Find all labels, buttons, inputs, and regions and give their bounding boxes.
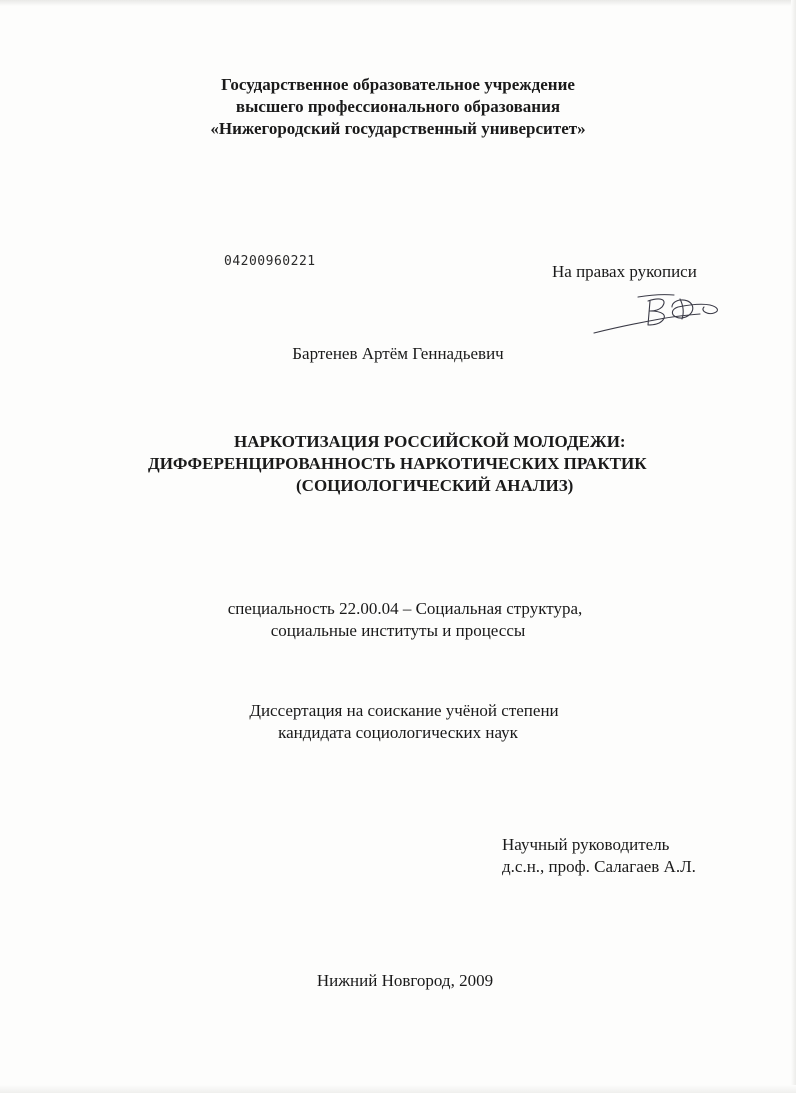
supervisor-name: д.с.н., проф. Салагаев А.Л. (502, 857, 696, 876)
place-and-year: Нижний Новгород, 2009 (316, 971, 494, 990)
institution-line-3: «Нижегородский государственный университет» (210, 119, 586, 138)
scan-edge-right (791, 0, 796, 1093)
institution-line-1: Государственное образовательное учреждение (221, 75, 575, 94)
rights-label: На правах рукописи (552, 262, 697, 281)
degree-block (0, 700, 796, 744)
title-line-1: НАРКОТИЗАЦИЯ РОССИЙСКОЙ МОЛОДЕЖИ: (234, 432, 626, 451)
scan-edge-bottom (0, 1085, 796, 1093)
institution-line-2: высшего профессионального образования (235, 97, 561, 116)
degree-line-2: кандидата социологических наук (278, 723, 518, 742)
supervisor-block (502, 834, 696, 878)
handwritten-signature (588, 285, 728, 341)
supervisor-label: Научный руководитель (502, 835, 670, 854)
scan-edge-top (0, 0, 796, 6)
specialty-block (0, 598, 796, 642)
title-line-2: ДИФФЕРЕНЦИРОВАННОСТЬ НАРКОТИЧЕСКИХ ПРАКТИК (148, 454, 647, 473)
degree-line-1: Диссертация на соискание учёной степени (249, 701, 559, 720)
institution-header (0, 74, 796, 140)
specialty-line-1: специальность 22.00.04 – Социальная структура, (227, 599, 583, 618)
registration-number: 04200960221 (224, 254, 316, 269)
author-name: Бартенев Артём Геннадьевич (292, 344, 504, 363)
title-line-3: (СОЦИОЛОГИЧЕСКИЙ АНАЛИЗ) (296, 476, 574, 495)
specialty-line-2: социальные институты и процессы (270, 621, 526, 640)
